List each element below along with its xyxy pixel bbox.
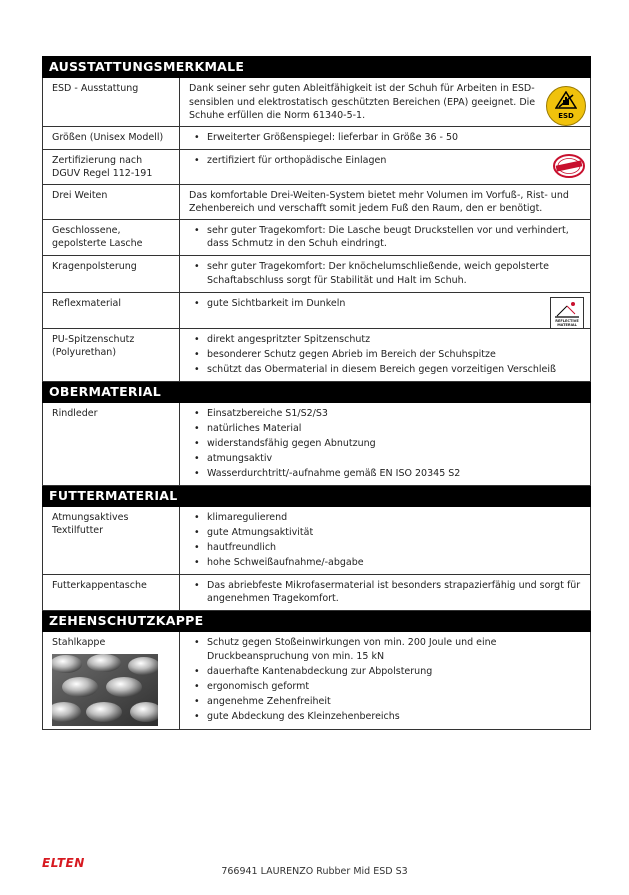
row-label: Geschlossene, gepolsterte Lasche xyxy=(43,219,180,256)
row-value xyxy=(180,506,591,574)
esd-badge-text: ESD xyxy=(558,112,574,120)
row-kragen xyxy=(43,256,591,293)
reflective-material-icon xyxy=(550,297,584,329)
section-header-futtermaterial xyxy=(43,485,591,506)
row-value xyxy=(180,632,591,730)
list-item: • ergonomisch geformt xyxy=(189,680,584,694)
row-label: Atmungsaktives Textilfutter xyxy=(43,506,180,574)
list-item: • zertifiziert für orthopädische Einlagen xyxy=(189,154,584,168)
list-item: • Einsatzbereiche S1/S2/S3 xyxy=(189,407,584,421)
row-value xyxy=(180,402,591,485)
list-item: • Das abriebfeste Mikrofasermaterial ist besonders strapazierfähig und sorgt für angenehmen Tragekomfort. xyxy=(189,579,584,606)
reflective-label: REFLECTIVE MATERIAL xyxy=(555,318,579,327)
list-item: • hohe Schweißaufnahme/-abgabe xyxy=(189,556,584,570)
row-label: Größen (Unisex Modell) xyxy=(43,126,180,149)
list-item: • sehr guter Tragekomfort: Der knöchelumschließende, weich gepolsterte Schaftabschluss sorgt für Stabilität und Halt im Schuh. xyxy=(189,260,584,287)
list-item: • Schutz gegen Stoßeinwirkungen von min. 200 Joule und eine Druckbeanspruchung von min. 15 kN xyxy=(189,636,584,663)
list-item: • angenehme Zehenfreiheit xyxy=(189,695,584,709)
list-item: • gute Abdeckung des Kleinzehenbereichs xyxy=(189,710,584,724)
row-pu xyxy=(43,328,591,381)
row-label: Kragenpolsterung xyxy=(43,256,180,293)
ortho-certification-stamp-icon xyxy=(552,153,586,179)
spec-table xyxy=(42,56,591,730)
row-value xyxy=(180,126,591,149)
row-lasche xyxy=(43,219,591,256)
section-title: FUTTERMATERIAL xyxy=(43,485,591,506)
list-item: • sehr guter Tragekomfort: Die Lasche beugt Druckstellen vor und verhindert, dass Schmutz in den Schuh eindringt. xyxy=(189,224,584,251)
stahlkappe-label: Stahlkappe xyxy=(52,637,106,648)
esd-badge-icon xyxy=(546,86,586,126)
row-label: Rindleder xyxy=(43,402,180,485)
row-value xyxy=(180,328,591,381)
row-label: Zertifizierung nach DGUV Regel 112-191 xyxy=(43,149,180,184)
row-value: Das komfortable Drei-Weiten-System bietet mehr Volumen im Vorfuß-, Rist- und Zehenbereich und verschafft somit jedem Fuß den Raum, den er benötigt. xyxy=(180,184,591,219)
list-item: • klimaregulierend xyxy=(189,511,584,525)
row-weiten xyxy=(43,184,591,219)
section-header-zehenschutzkappe xyxy=(43,611,591,632)
row-value xyxy=(180,219,591,256)
row-value xyxy=(180,256,591,293)
row-dguv xyxy=(43,149,591,184)
row-label: Drei Weiten xyxy=(43,184,180,219)
section-title: AUSSTATTUNGSMERKMALE xyxy=(43,57,591,78)
row-stahlkappe xyxy=(43,632,591,730)
list-item: • besonderer Schutz gegen Abrieb im Bereich der Schuhspitze xyxy=(189,348,584,362)
list-item: • hautfreundlich xyxy=(189,541,584,555)
row-value xyxy=(180,149,591,184)
row-label: ESD - Ausstattung xyxy=(43,78,180,127)
list-item: • atmungsaktiv xyxy=(189,452,584,466)
steel-toe-caps-image xyxy=(52,654,158,726)
list-item: • Erweiterter Größenspiegel: lieferbar in Größe 36 - 50 xyxy=(189,131,584,145)
row-rindleder xyxy=(43,402,591,485)
list-item: • direkt angespritzter Spitzenschutz xyxy=(189,333,584,347)
footer-product-name: 766941 LAURENZO Rubber Mid ESD S3 xyxy=(221,866,408,877)
list-item: • schützt das Obermaterial in diesem Bereich gegen vorzeitigen Verschleiß xyxy=(189,363,584,377)
list-item: • gute Atmungsaktivität xyxy=(189,526,584,540)
list-item: • dauerhafte Kantenabdeckung zur Abpolsterung xyxy=(189,665,584,679)
section-title: ZEHENSCHUTZKAPPE xyxy=(43,611,591,632)
row-value xyxy=(180,574,591,611)
row-esd xyxy=(43,78,591,127)
row-value xyxy=(180,292,591,328)
row-label: PU-Spitzenschutz (Polyurethan) xyxy=(43,328,180,381)
row-label xyxy=(43,632,180,730)
list-item: • natürliches Material xyxy=(189,422,584,436)
spec-sheet xyxy=(42,56,590,730)
row-label: Futterkappentasche xyxy=(43,574,180,611)
row-textilfutter xyxy=(43,506,591,574)
esd-hand-icon xyxy=(555,91,577,109)
row-futterkappentasche xyxy=(43,574,591,611)
list-item: • widerstandsfähig gegen Abnutzung xyxy=(189,437,584,451)
row-label: Reflexmaterial xyxy=(43,292,180,328)
list-item: • gute Sichtbarkeit im Dunkeln xyxy=(189,297,584,311)
row-value xyxy=(180,78,591,127)
elten-logo: ELTEN xyxy=(42,856,85,870)
section-header-obermaterial xyxy=(43,381,591,402)
reflection-ray-icon xyxy=(551,298,583,320)
row-reflex xyxy=(43,292,591,328)
row-groessen xyxy=(43,126,591,149)
section-title: OBERMATERIAL xyxy=(43,381,591,402)
list-item: • Wasserdurchtritt/-aufnahme gemäß EN ISO 20345 S2 xyxy=(189,467,584,481)
esd-text: Dank seiner sehr guten Ableitfähigkeit ist der Schuh für Arbeiten in ESD-sensiblen und elektrostatisch geschützten Bereichen (EPA) geeignet. Die Schuhe erfüllen die Norm 61340-5-1. xyxy=(189,83,536,121)
section-header-ausstattung xyxy=(43,57,591,78)
